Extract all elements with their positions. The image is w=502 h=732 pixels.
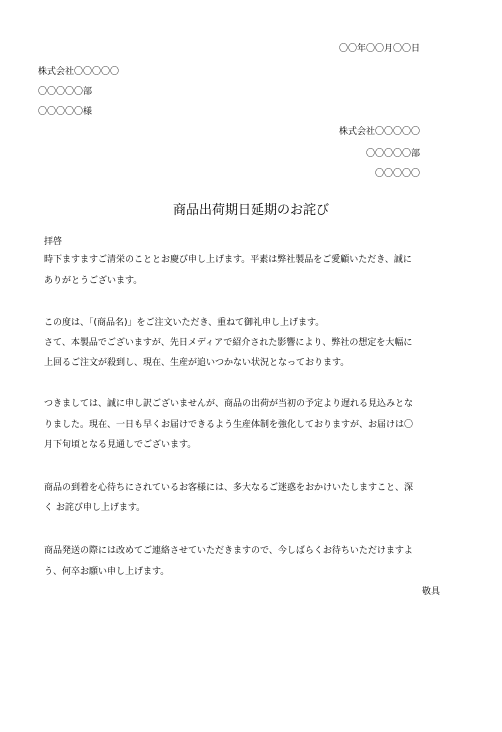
recipient-company: 株式会社〇〇〇〇〇 xyxy=(38,67,120,77)
opening-salutation: 拝啓 xyxy=(44,237,63,247)
paragraph-2-line-1: この度は、「(商品名)」をご注文いただき、重ねて御礼申し上げます。 xyxy=(44,318,325,328)
paragraph-2-line-3: 上回るご注文が殺到し、現在、生産が追いつかない状況となっております。 xyxy=(44,358,350,368)
paragraph-4-line-2: く お詫び申し上げます。 xyxy=(44,503,146,513)
recipient-department: 〇〇〇〇〇部 xyxy=(38,87,93,97)
paragraph-5-line-2: う、何卒お願い申し上げます。 xyxy=(44,567,170,577)
paragraph-1-line-2: ありがとうございます。 xyxy=(44,276,143,286)
sender-department: 〇〇〇〇〇部 xyxy=(365,149,420,159)
letter-date: 〇〇年〇〇月〇〇日 xyxy=(338,44,420,54)
paragraph-3-line-3: 月下旬頃となる見通しでございます。 xyxy=(44,440,197,450)
sender-company: 株式会社〇〇〇〇〇 xyxy=(338,127,420,137)
paragraph-2-line-2: さて、本製品でございますが、先日メディアで紹介された影響により、弊社の想定を大幅に xyxy=(44,338,413,348)
paragraph-5-line-1: 商品発送の際には改めてご連絡させていただきますので、今しばらくお待ちいただけますよ xyxy=(44,546,413,556)
recipient-name: 〇〇〇〇〇様 xyxy=(38,107,93,117)
sender-name: 〇〇〇〇〇 xyxy=(374,169,420,179)
letter-title: 商品出荷期日延期のお詫び xyxy=(172,203,329,218)
paragraph-4-line-1: 商品の到着を心待ちにされているお客様には、多大なるご迷惑をおかけいたしますこと、深 xyxy=(44,483,414,493)
paragraph-1-line-1: 時下ますますご清栄のこととお慶び申し上げます。平素は弊社製品をご愛顧いただき、誠に xyxy=(44,255,412,265)
closing-salutation: 敬具 xyxy=(421,587,440,597)
paragraph-3-line-2: りました。現在、一日も早くお届けできるよう生産体制を強化しておりますが、お届けは〇 xyxy=(44,420,414,430)
paragraph-3-line-1: つきましては、誠に申し訳ございませんが、商品の出荷が当初の予定より遅れる見込みとな xyxy=(44,399,414,409)
